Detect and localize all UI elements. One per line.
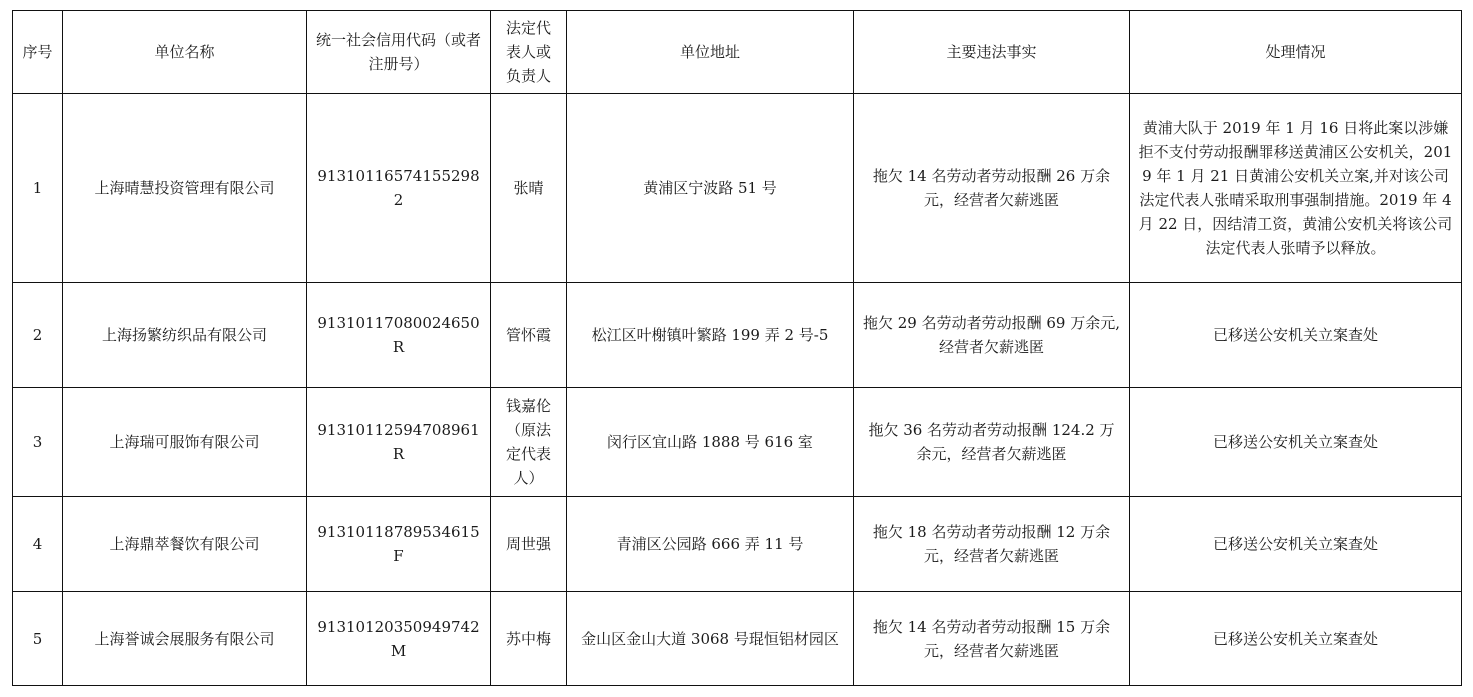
header-representative: 法定代表人或负责人	[491, 11, 567, 94]
cell-representative: 张晴	[491, 94, 567, 283]
cell-credit-code: 91310117080024650R	[307, 283, 491, 388]
cell-violation: 拖欠 36 名劳动者劳动报酬 124.2 万余元，经营者欠薪逃匿	[854, 388, 1130, 497]
cell-seq: 1	[13, 94, 63, 283]
cell-company-name: 上海扬繁纺织品有限公司	[63, 283, 307, 388]
cell-seq: 3	[13, 388, 63, 497]
cell-company-name: 上海鼎萃餐饮有限公司	[63, 497, 307, 592]
wage-arrears-table	[12, 10, 1462, 686]
cell-seq: 5	[13, 592, 63, 686]
cell-address: 黄浦区宁波路 51 号	[567, 94, 854, 283]
cell-violation: 拖欠 14 名劳动者劳动报酬 15 万余元，经营者欠薪逃匿	[854, 592, 1130, 686]
cell-address: 金山区金山大道 3068 号琨恒铝材园区	[567, 592, 854, 686]
table-header-row	[13, 11, 1462, 94]
cell-address: 闵行区宜山路 1888 号 616 室	[567, 388, 854, 497]
cell-representative: 管怀霞	[491, 283, 567, 388]
cell-handling: 已移送公安机关立案查处	[1130, 497, 1462, 592]
cell-handling: 已移送公安机关立案查处	[1130, 388, 1462, 497]
header-handling: 处理情况	[1130, 11, 1462, 94]
cell-seq: 4	[13, 497, 63, 592]
cell-credit-code: 91310120350949742M	[307, 592, 491, 686]
cell-seq: 2	[13, 283, 63, 388]
cell-credit-code: 91310112594708961R	[307, 388, 491, 497]
cell-address: 松江区叶榭镇叶繁路 199 弄 2 号-5	[567, 283, 854, 388]
table-row	[13, 94, 1462, 283]
cell-credit-code: 91310118789534615F	[307, 497, 491, 592]
cell-handling: 黄浦大队于 2019 年 1 月 16 日将此案以涉嫌拒不支付劳动报酬罪移送黄浦区公安机关，2019 年 1 月 21 日黄浦公安机关立案,并对该公司法定代表人张晴采取刑事强制措施。2019 年 4 月 22 日，因结清工资，黄浦公安机关将该公司法定代表人张晴予以释放。	[1130, 94, 1462, 283]
header-violation: 主要违法事实	[854, 11, 1130, 94]
cell-representative: 钱嘉伦（原法定代表人）	[491, 388, 567, 497]
cell-handling: 已移送公安机关立案查处	[1130, 592, 1462, 686]
table-row	[13, 283, 1462, 388]
header-address: 单位地址	[567, 11, 854, 94]
header-company-name: 单位名称	[63, 11, 307, 94]
header-seq: 序号	[13, 11, 63, 94]
header-credit-code: 统一社会信用代码（或者注册号）	[307, 11, 491, 94]
cell-credit-code: 913101165741552982	[307, 94, 491, 283]
cell-address: 青浦区公园路 666 弄 11 号	[567, 497, 854, 592]
cell-representative: 苏中梅	[491, 592, 567, 686]
cell-violation: 拖欠 18 名劳动者劳动报酬 12 万余元，经营者欠薪逃匿	[854, 497, 1130, 592]
cell-company-name: 上海誉诚会展服务有限公司	[63, 592, 307, 686]
table-row	[13, 592, 1462, 686]
cell-violation: 拖欠 14 名劳动者劳动报酬 26 万余元，经营者欠薪逃匿	[854, 94, 1130, 283]
cell-representative: 周世强	[491, 497, 567, 592]
table-row	[13, 388, 1462, 497]
cell-company-name: 上海晴慧投资管理有限公司	[63, 94, 307, 283]
cell-violation: 拖欠 29 名劳动者劳动报酬 69 万余元,经营者欠薪逃匿	[854, 283, 1130, 388]
table-row	[13, 497, 1462, 592]
cell-handling: 已移送公安机关立案查处	[1130, 283, 1462, 388]
cell-company-name: 上海瑞可服饰有限公司	[63, 388, 307, 497]
